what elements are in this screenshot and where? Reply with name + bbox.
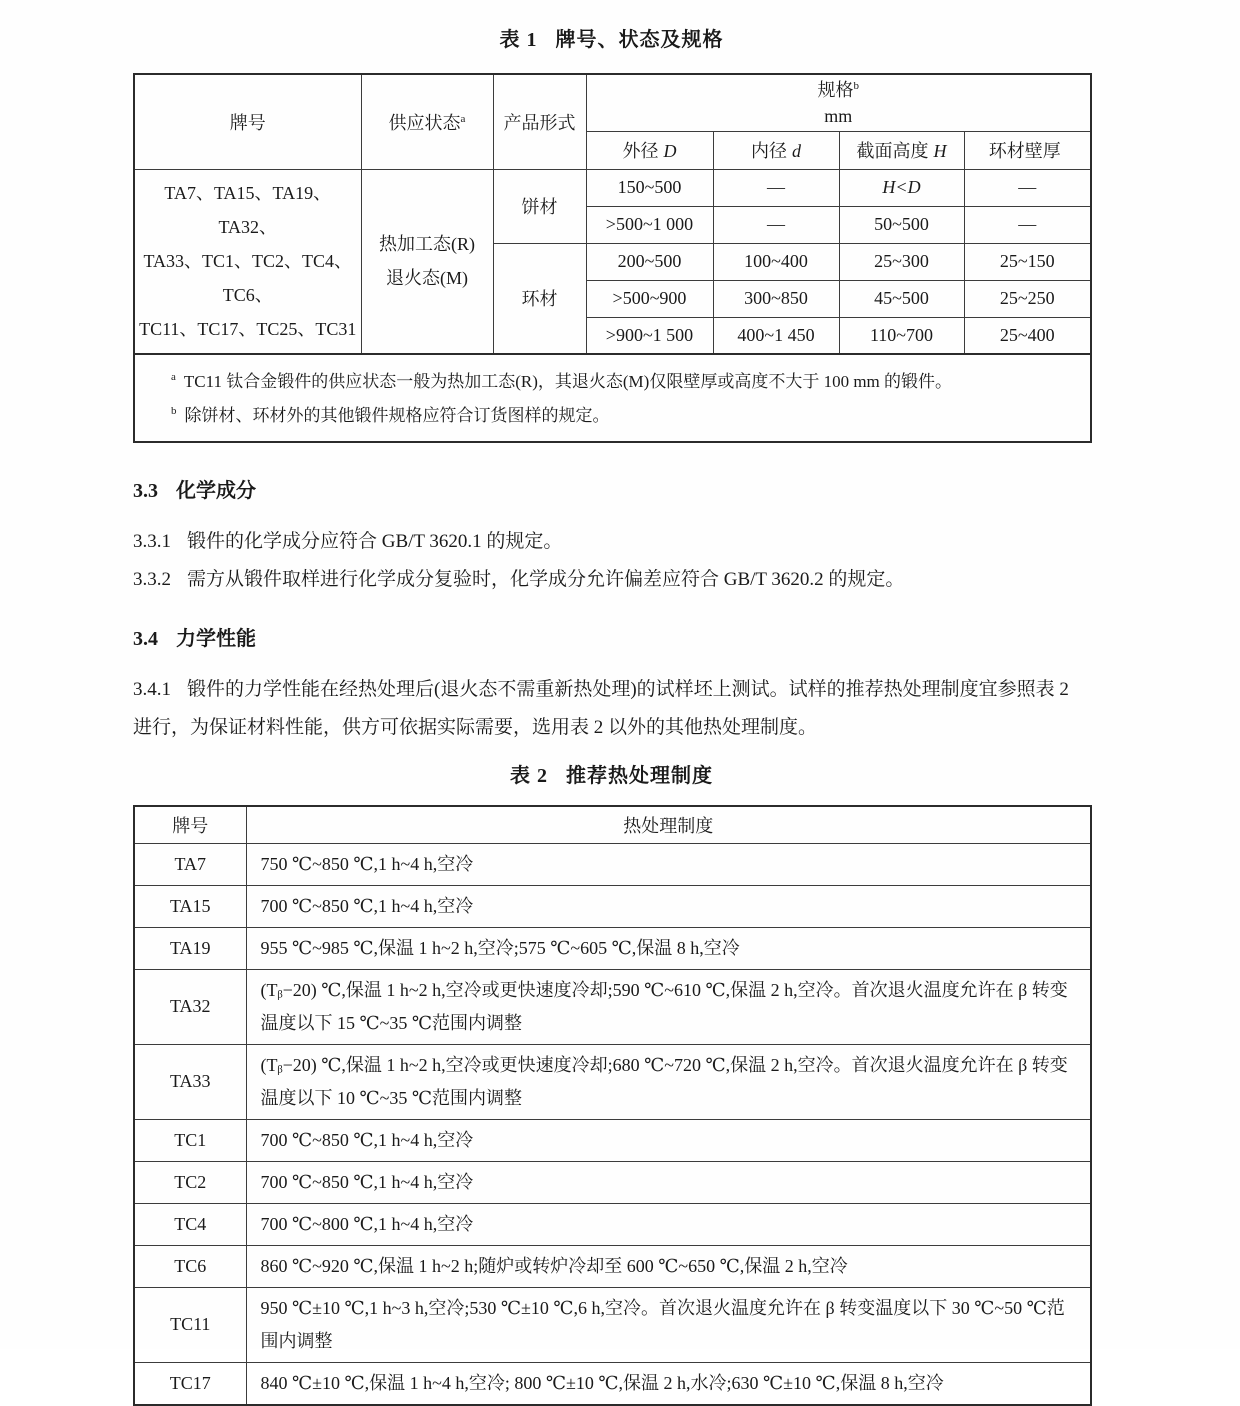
table1-grades-states-specs bbox=[133, 73, 1092, 443]
footnote-a-mark: a bbox=[171, 371, 176, 384]
footnote-a-text: TC11 钛合金锻件的供应状态一般为热加工态(R)，其退火态(M)仅限壁厚或高度不大于 100 mm 的锻件。 bbox=[183, 372, 953, 391]
section-height-symbol: H bbox=[933, 141, 947, 161]
supply-state-line-1: 热加工态(R) bbox=[379, 234, 475, 255]
table2-heat-treatment bbox=[133, 805, 1092, 1406]
section-number: 3.3 bbox=[133, 480, 158, 502]
grade-cell: TC6 bbox=[134, 1245, 246, 1287]
table-row bbox=[134, 1287, 1091, 1362]
paragraph-number: 3.3.2 bbox=[133, 569, 171, 590]
regime-cell: 840 ℃±10 ℃,保温 1 h~4 h,空冷; 800 ℃±10 ℃,保温 2 h,水冷;630 ℃±10 ℃,保温 8 h,空冷 bbox=[246, 1362, 1091, 1405]
table-cell: 110~700 bbox=[839, 317, 964, 354]
table2-title bbox=[133, 764, 1090, 788]
section-height-label: 截面高度 bbox=[856, 141, 929, 161]
table-cell: — bbox=[713, 169, 839, 206]
table-cell: 150~500 bbox=[586, 169, 713, 206]
paragraph-number: 3.4.1 bbox=[133, 679, 171, 700]
col-header-inner-diameter bbox=[713, 131, 839, 169]
table2-title-number: 表 2 bbox=[510, 765, 548, 787]
table-row bbox=[134, 1362, 1091, 1405]
paragraph-text: 需方从锻件取样进行化学成分复验时，化学成分允许偏差应符合 GB/T 3620.2 的规定。 bbox=[187, 569, 905, 590]
paragraph-text: 锻件的化学成分应符合 GB/T 3620.1 的规定。 bbox=[187, 531, 563, 552]
col-header-spec-group bbox=[586, 74, 1091, 131]
table-cell: 25~150 bbox=[964, 243, 1091, 280]
table-row bbox=[134, 1119, 1091, 1161]
supply-state-footnote-mark: a bbox=[460, 112, 466, 125]
table-cell: — bbox=[964, 206, 1091, 243]
table-cell: >500~900 bbox=[586, 280, 713, 317]
table-cell: 100~400 bbox=[713, 243, 839, 280]
grade-cell: TC1 bbox=[134, 1119, 246, 1161]
grades-line-2: TA33、TC1、TC2、TC4、TC6、 bbox=[143, 251, 353, 306]
table-cell: 25~250 bbox=[964, 280, 1091, 317]
table1-footnote-row bbox=[134, 354, 1091, 442]
footnote-b bbox=[171, 399, 1080, 433]
grade-cell: TA15 bbox=[134, 885, 246, 927]
regime-cell: 955 ℃~985 ℃,保温 1 h~2 h,空冷;575 ℃~605 ℃,保温 8 h,空冷 bbox=[246, 927, 1091, 969]
footnote-b-mark: b bbox=[171, 405, 177, 418]
outer-diameter-symbol: D bbox=[663, 141, 677, 161]
table-row bbox=[134, 927, 1091, 969]
grade-cell: TA33 bbox=[134, 1044, 246, 1119]
table1-title-text: 牌号、状态及规格 bbox=[555, 29, 724, 51]
table2-title-text: 推荐热处理制度 bbox=[566, 765, 713, 787]
table-cell: 25~300 bbox=[839, 243, 964, 280]
supply-state-line-2: 退火态(M) bbox=[386, 268, 468, 289]
regime-cell: (Tᵦ−20) ℃,保温 1 h~2 h,空冷或更快速度冷却;680 ℃~720 ℃,保温 2 h,空冷。首次退火温度允许在 β 转变温度以下 10 ℃~35 ℃范围内调整 bbox=[246, 1044, 1091, 1119]
table-cell: >500~1 000 bbox=[586, 206, 713, 243]
paragraph-3-3-2 bbox=[133, 561, 1090, 599]
table-row bbox=[134, 1044, 1091, 1119]
grades-line-3: TC11、TC17、TC25、TC31 bbox=[139, 319, 357, 340]
table-cell: 45~500 bbox=[839, 280, 964, 317]
table-cell: 25~400 bbox=[964, 317, 1091, 354]
col-header-heat-treatment: 热处理制度 bbox=[246, 806, 1091, 843]
table1-header-row-1 bbox=[134, 74, 1091, 131]
table2-header-row bbox=[134, 806, 1091, 843]
table1-title-number: 表 1 bbox=[499, 29, 538, 51]
ring-wall-thickness-label: 环材壁厚 bbox=[988, 141, 1061, 161]
grades-line-1: TA7、TA15、TA19、TA32、 bbox=[164, 183, 332, 238]
section-title: 化学成分 bbox=[176, 480, 256, 502]
regime-cell: 860 ℃~920 ℃,保温 1 h~2 h;随炉或转炉冷却至 600 ℃~650 ℃,保温 2 h,空冷 bbox=[246, 1245, 1091, 1287]
table-cell: H<D bbox=[839, 169, 964, 206]
table-row bbox=[134, 1245, 1091, 1287]
footnote-a bbox=[171, 365, 1080, 399]
regime-cell: 700 ℃~850 ℃,1 h~4 h,空冷 bbox=[246, 885, 1091, 927]
paragraph-number: 3.3.1 bbox=[133, 531, 171, 552]
spec-label-line bbox=[591, 77, 1087, 103]
table-cell: 300~850 bbox=[713, 280, 839, 317]
col-header-grade: 牌号 bbox=[134, 806, 246, 843]
grade-cell: TC17 bbox=[134, 1362, 246, 1405]
grade-cell: TA7 bbox=[134, 843, 246, 885]
section-heading-3-4 bbox=[133, 627, 1090, 651]
table-cell: 200~500 bbox=[586, 243, 713, 280]
supply-state-label: 供应状态 bbox=[388, 112, 461, 133]
regime-cell: 700 ℃~850 ℃,1 h~4 h,空冷 bbox=[246, 1161, 1091, 1203]
col-header-grade: 牌号 bbox=[134, 74, 361, 169]
supply-state-cell bbox=[361, 169, 493, 354]
table-row bbox=[134, 969, 1091, 1044]
regime-cell: 750 ℃~850 ℃,1 h~4 h,空冷 bbox=[246, 843, 1091, 885]
grade-cell: TA19 bbox=[134, 927, 246, 969]
table-row bbox=[134, 1203, 1091, 1245]
spec-footnote-mark: b bbox=[853, 79, 859, 92]
col-header-supply-state bbox=[361, 74, 493, 169]
page-content bbox=[133, 0, 1090, 1406]
regime-cell: 700 ℃~800 ℃,1 h~4 h,空冷 bbox=[246, 1203, 1091, 1245]
footnote-cell bbox=[134, 354, 1091, 442]
section-title: 力学性能 bbox=[176, 628, 256, 650]
grade-cell: TA32 bbox=[134, 969, 246, 1044]
outer-diameter-label: 外径 bbox=[622, 141, 659, 161]
section-number: 3.4 bbox=[133, 628, 158, 650]
inner-diameter-symbol: d bbox=[792, 141, 801, 161]
table-row bbox=[134, 885, 1091, 927]
section-heading-3-3 bbox=[133, 479, 1090, 503]
grades-list-cell bbox=[134, 169, 361, 354]
grade-cell: TC11 bbox=[134, 1287, 246, 1362]
grade-cell: TC4 bbox=[134, 1203, 246, 1245]
regime-cell: 950 ℃±10 ℃,1 h~3 h,空冷;530 ℃±10 ℃,6 h,空冷。首次退火温度允许在 β 转变温度以下 30 ℃~50 ℃范围内调整 bbox=[246, 1287, 1091, 1362]
table1-title bbox=[133, 28, 1090, 52]
product-form-disc-cell: 饼材 bbox=[493, 169, 586, 243]
paragraph-text: 锻件的力学性能在经热处理后(退火态不需重新热处理)的试样坯上测试。试样的推荐热处理制度宜参照表 2 进行，为保证材料性能，供方可依据实际需要，选用表 2 以外的其他热处理制度。 bbox=[133, 679, 1069, 738]
table-cell: >900~1 500 bbox=[586, 317, 713, 354]
footnote-b-text: 除饼材、环材外的其他锻件规格应符合订货图样的规定。 bbox=[184, 406, 610, 425]
paragraph-3-4-1 bbox=[133, 671, 1090, 747]
regime-cell: 700 ℃~850 ℃,1 h~4 h,空冷 bbox=[246, 1119, 1091, 1161]
table-row bbox=[134, 843, 1091, 885]
spec-label: 规格 bbox=[817, 79, 854, 100]
col-header-section-height bbox=[839, 131, 964, 169]
product-form-ring-cell: 环材 bbox=[493, 243, 586, 354]
col-header-ring-wall-thickness bbox=[964, 131, 1091, 169]
table-cell: 400~1 450 bbox=[713, 317, 839, 354]
col-header-product-form: 产品形式 bbox=[493, 74, 586, 169]
inner-diameter-label: 内径 bbox=[751, 141, 787, 161]
table-row bbox=[134, 169, 1091, 206]
table-cell: 50~500 bbox=[839, 206, 964, 243]
spec-unit: mm bbox=[824, 105, 853, 126]
table-cell: — bbox=[964, 169, 1091, 206]
table-row bbox=[134, 1161, 1091, 1203]
paragraph-3-3-1 bbox=[133, 523, 1090, 561]
col-header-outer-diameter bbox=[586, 131, 713, 169]
grade-cell: TC2 bbox=[134, 1161, 246, 1203]
regime-cell: (Tᵦ−20) ℃,保温 1 h~2 h,空冷或更快速度冷却;590 ℃~610 ℃,保温 2 h,空冷。首次退火温度允许在 β 转变温度以下 15 ℃~35 ℃范围内调整 bbox=[246, 969, 1091, 1044]
table-cell: — bbox=[713, 206, 839, 243]
